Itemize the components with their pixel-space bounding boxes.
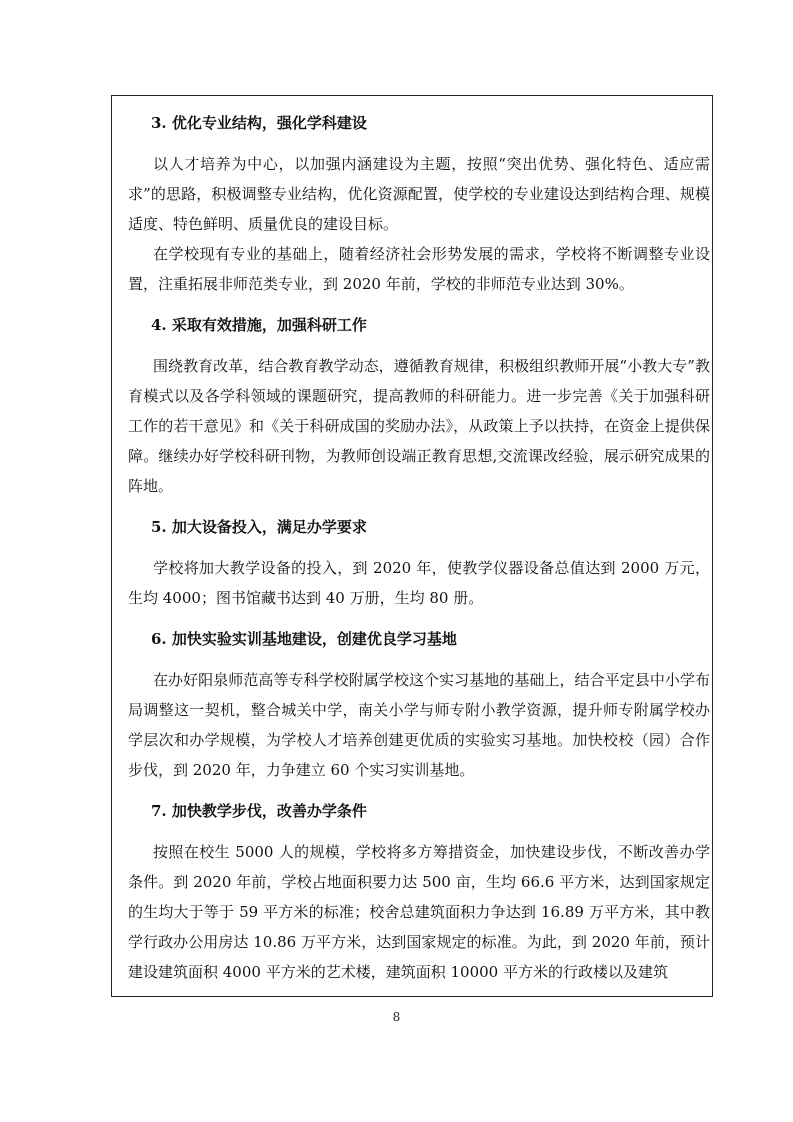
section-heading: 7. 加快教学步伐，改善办学条件 [151, 802, 367, 820]
paragraph: 学校将加大教学设备的投入，到 2020 年，使教学仪器设备总值达到 2000 万元，生均 4000；图书馆藏书达到 40 万册，生均 80 册。 [128, 559, 710, 607]
page-number: 8 [392, 1010, 401, 1024]
section-heading: 3. 优化专业结构，强化学科建设 [151, 114, 367, 132]
paragraph: 按照在校生 5000 人的规模，学校将多方筹措资金，加快建设步伐，不断改善办学条件。到 2020 年前，学校占地面积要力达 500 亩，生均 66.6 平方米，达到国家规定的生均大于等于 59 平方米的标准；校舍总建筑面积力争达到 16.89 万平方米，其中教学行政办公用房达 10.86 万平方米，达到国家规定的标准。为此，到 2020 年前，预计建设建筑面积 4000 平方米的艺术楼，建筑面积 10000 平方米的行政楼以及建筑 [128, 843, 710, 981]
section-3 [128, 108, 710, 299]
document-body [128, 108, 710, 987]
paragraph: 在办好阳泉师范高等专科学校附属学校这个实习基地的基础上，结合平定县中小学布局调整这一契机，整合城关中学，南关小学与师专附小教学资源，提升师专附属学校办学层次和办学规模，为学校人才培养创建更优质的实验实习基地。加快校校（园）合作步伐，到 2020 年，力争建立 60 个实习实训基地。 [128, 671, 710, 779]
section-4 [128, 310, 710, 501]
paragraph: 围绕教育改革，结合教育教学动态，遵循教育规律，积极组织教师开展“小教大专”教育模式以及各学科领域的课题研究，提高教师的科研能力。进一步完善《关于加强科研工作的若干意见》和《关于科研成国的奖励办法》，从政策上予以扶持，在资金上提供保障。继续办好学校科研刊物，为教师创设端正教育思想,交流课改经验，展示研究成果的阵地。 [128, 357, 710, 495]
paragraph: 以人才培养为中心，以加强内涵建设为主题，按照“突出优势、强化特色、适应需求”的思路，积极调整专业结构，优化资源配置，使学校的专业建设达到结构合理、规模适度、特色鲜明、质量优良的建设目标。 [128, 155, 710, 233]
section-heading: 5. 加大设备投入，满足办学要求 [151, 518, 367, 536]
section-7 [128, 796, 710, 987]
paragraph: 在学校现有专业的基础上，随着经济社会形势发展的需求，学校将不断调整专业设置，注重拓展非师范类专业，到 2020 年前，学校的非师范专业达到 30%。 [128, 245, 710, 293]
section-heading: 6. 加快实验实训基地建设，创建优良学习基地 [151, 630, 457, 648]
section-5 [128, 512, 710, 613]
section-6 [128, 624, 710, 785]
section-heading: 4. 采取有效措施，加强科研工作 [151, 316, 367, 334]
